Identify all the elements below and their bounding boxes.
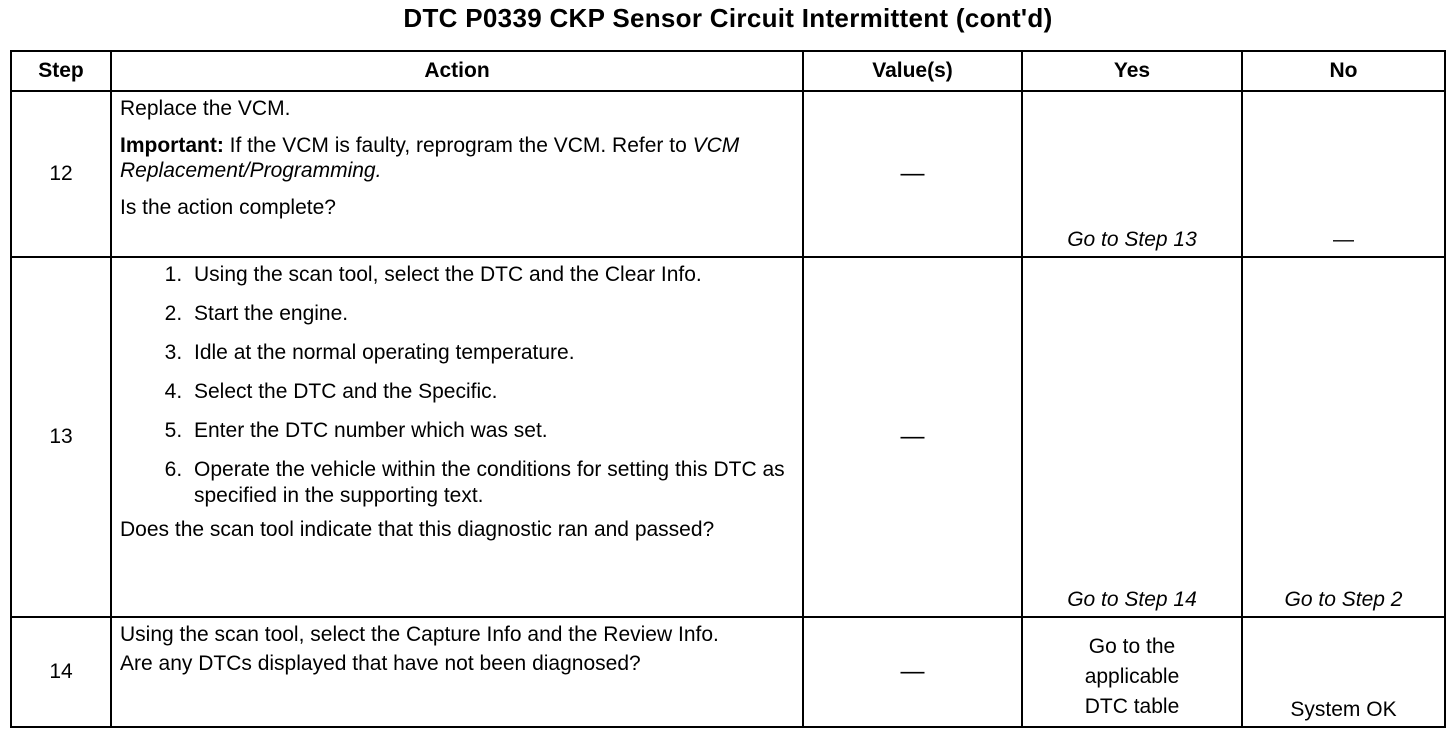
no-cell: System OK xyxy=(1242,617,1445,727)
table-row-step-14 xyxy=(11,617,1445,727)
yes-line: applicable xyxy=(1084,665,1180,688)
table-row-step-12 xyxy=(11,91,1445,257)
yes-cell xyxy=(1022,617,1242,727)
yes-line: Go to the xyxy=(1088,635,1176,658)
important-text: If the VCM is faulty, reprogram the VCM. Refer to xyxy=(223,134,693,157)
value-cell: — xyxy=(803,617,1022,727)
important-reference: VCM Replacement/Programming. xyxy=(120,134,740,182)
action-text: Using the scan tool, select the Capture Info and the Review Info. xyxy=(120,623,719,646)
step-number: 12 xyxy=(11,91,111,257)
action-cell xyxy=(111,617,803,727)
header-yes: Yes xyxy=(1022,51,1242,91)
value-cell: — xyxy=(803,257,1022,617)
procedure-step: 4. Select the DTC and the Specific. xyxy=(188,379,794,405)
header-no: No xyxy=(1242,51,1445,91)
action-cell xyxy=(111,91,803,257)
document-title: DTC P0339 CKP Sensor Circuit Intermittent (cont'd) xyxy=(403,3,1053,33)
table-row-step-13 xyxy=(11,257,1445,617)
procedure-step: 1. Using the scan tool, select the DTC and the Clear Info. xyxy=(188,262,794,288)
no-cell: — xyxy=(1242,91,1445,257)
yes-cell: Go to Step 13 xyxy=(1022,91,1242,257)
step-number: 14 xyxy=(11,617,111,727)
value-cell: — xyxy=(803,91,1022,257)
yes-line: DTC table xyxy=(1084,695,1180,718)
procedure-step: 6. Operate the vehicle within the conditions for setting this DTC as specified in the supporting text. xyxy=(188,457,794,509)
procedure-step: 2. Start the engine. xyxy=(188,301,794,327)
yes-cell: Go to Step 14 xyxy=(1022,257,1242,617)
action-question: Is the action complete? xyxy=(120,196,336,219)
no-cell: Go to Step 2 xyxy=(1242,257,1445,617)
action-question: Are any DTCs displayed that have not been diagnosed? xyxy=(120,652,641,675)
procedure-step: 3. Idle at the normal operating temperature. xyxy=(188,340,794,366)
diagnostic-table xyxy=(10,50,1446,728)
important-note xyxy=(120,133,794,183)
procedure-list xyxy=(120,262,794,509)
procedure-step: 5. Enter the DTC number which was set. xyxy=(188,418,794,444)
header-step: Step xyxy=(11,51,111,91)
action-text: Replace the VCM. xyxy=(120,97,291,120)
important-label: Important: xyxy=(120,134,224,157)
header-action: Action xyxy=(111,51,803,91)
table-header-row xyxy=(11,51,1445,91)
header-values: Value(s) xyxy=(803,51,1022,91)
step-number: 13 xyxy=(11,257,111,617)
action-cell xyxy=(111,257,803,617)
action-question: Does the scan tool indicate that this diagnostic ran and passed? xyxy=(120,518,715,541)
